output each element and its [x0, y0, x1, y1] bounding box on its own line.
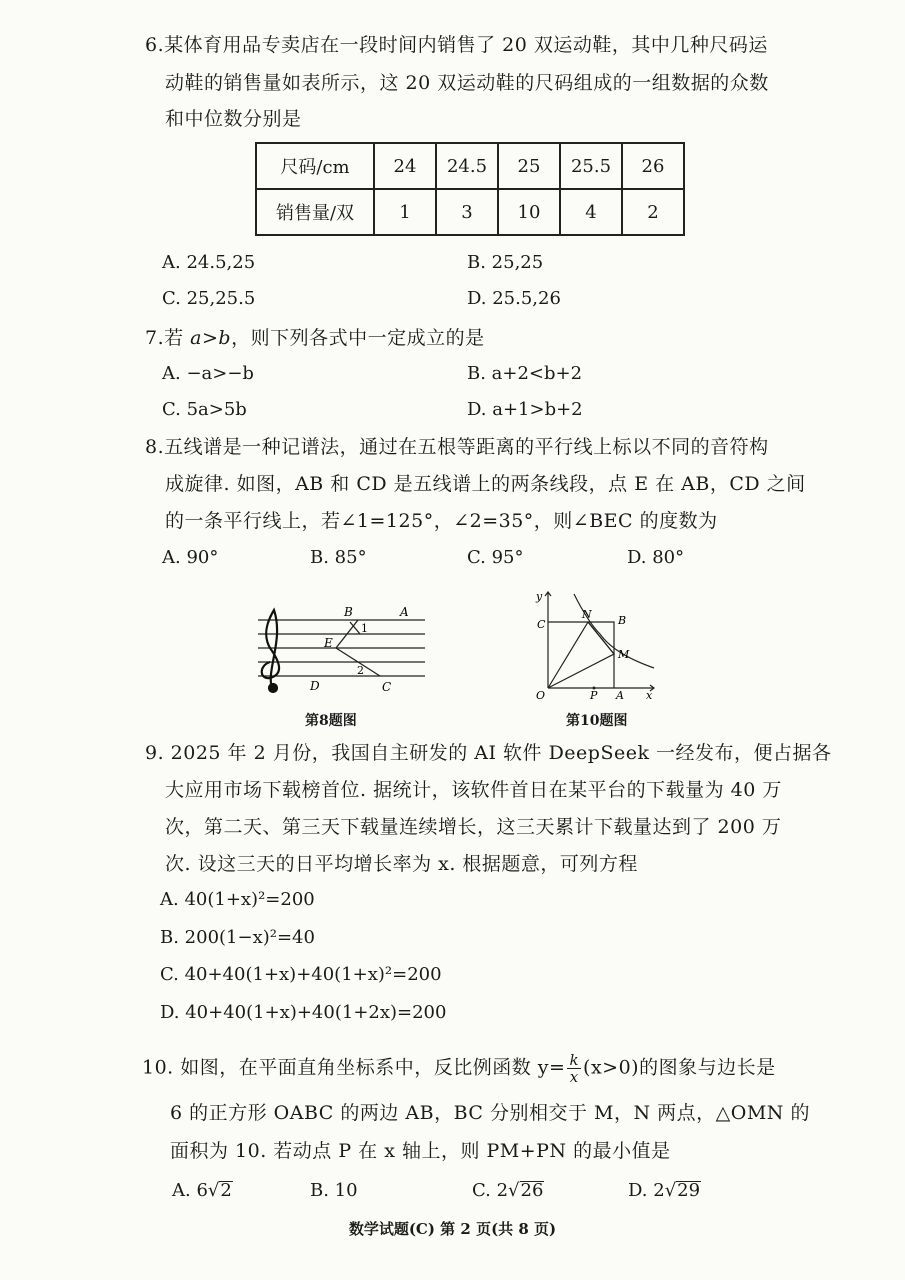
- q7-option-d[interactable]: D. a+1>b+2: [467, 399, 583, 420]
- table-cell: 25: [498, 143, 560, 189]
- q8-option-a[interactable]: A. 90°: [162, 547, 219, 568]
- figure-10-caption: 第10题图: [566, 713, 628, 729]
- q8-stem-line1: 8.五线谱是一种记谱法，通过在五根等距离的平行线上标以不同的音符构: [145, 436, 769, 458]
- q10-stem-prefix: 10. 如图，在平面直角坐标系中，反比例函数 y=: [142, 1056, 566, 1079]
- shoe-size-table: [255, 142, 685, 236]
- q10-stem-line2: 6 的正方形 OABC 的两边 AB，BC 分别相交于 M，N 两点，△OMN 的: [170, 1102, 810, 1124]
- staff-lines: [258, 620, 425, 676]
- figure-8-staff: [240, 600, 430, 700]
- q10-option-a[interactable]: [172, 1178, 233, 1204]
- table-row-size: [256, 143, 684, 189]
- q10-stem-line3: 面积为 10. 若动点 P 在 x 轴上，则 PM+PN 的最小值是: [170, 1140, 671, 1162]
- figure-10-plane: [530, 588, 660, 703]
- table-header-sales: 销售量/双: [256, 189, 374, 235]
- q6-option-c[interactable]: C. 25,25.5: [162, 288, 256, 309]
- q8-stem-line3: 的一条平行线上，若∠1=125°，∠2=35°，则∠BEC 的度数为: [165, 510, 718, 532]
- q10-option-b[interactable]: [310, 1178, 358, 1204]
- q10-option-c-root: 26: [520, 1180, 544, 1201]
- label-e: E: [324, 636, 333, 650]
- q7-stem-expr: a>b: [190, 327, 232, 349]
- q9-stem-line3: 次，第二天、第三天下载量连续增长，这三天累计下载量达到了 200 万: [165, 816, 782, 838]
- label-o: O: [536, 689, 546, 702]
- table-cell: 25.5: [560, 143, 622, 189]
- sqrt-icon: √: [508, 1180, 520, 1201]
- label-a: A: [616, 689, 624, 702]
- q8-stem-line2: 成旋律. 如图，AB 和 CD 是五线谱上的两条线段，点 E 在 AB，CD 之间: [165, 473, 806, 495]
- q7-option-b[interactable]: B. a+2<b+2: [467, 363, 583, 384]
- q7-stem: [145, 325, 485, 351]
- fraction-numerator: k: [569, 1051, 580, 1069]
- q7-option-c[interactable]: C. 5a>5b: [162, 399, 247, 420]
- table-cell: 26: [622, 143, 684, 189]
- q9-option-d[interactable]: D. 40+40(1+x)+40(1+2x)=200: [160, 1002, 447, 1023]
- label-angle1: 1: [361, 622, 368, 635]
- table-cell: 10: [498, 189, 560, 235]
- q10-stem-line1: [142, 1052, 776, 1085]
- q9-stem-line2: 大应用市场下载榜首位. 据统计，该软件首日在某平台的下载量为 40 万: [165, 779, 782, 801]
- q10-option-a-root: 2: [220, 1180, 232, 1201]
- label-c: C: [537, 618, 546, 631]
- treble-clef-icon: [262, 610, 279, 692]
- q10-option-d-label: D. 2: [628, 1180, 665, 1201]
- table-cell: 1: [374, 189, 436, 235]
- table-cell: 24: [374, 143, 436, 189]
- sqrt-icon: √: [207, 1180, 220, 1201]
- label-a: A: [400, 605, 409, 619]
- sqrt-icon: √: [664, 1180, 677, 1201]
- q8-option-d[interactable]: D. 80°: [627, 547, 685, 568]
- label-c: C: [382, 680, 392, 694]
- label-b: B: [618, 614, 627, 627]
- table-cell: 4: [560, 189, 622, 235]
- label-p: P: [590, 689, 598, 702]
- figure-8-caption: 第8题图: [305, 713, 357, 729]
- q8-option-b[interactable]: B. 85°: [310, 547, 367, 568]
- fraction-denominator: x: [569, 1068, 579, 1086]
- q7-stem-prefix: 7.若: [145, 327, 191, 349]
- table-header-size: 尺码/cm: [256, 143, 374, 189]
- table-cell: 3: [436, 189, 498, 235]
- q7-option-a[interactable]: A. −a>−b: [162, 363, 254, 384]
- q9-option-c[interactable]: C. 40+40(1+x)+40(1+x)²=200: [160, 964, 442, 985]
- label-y: y: [536, 590, 543, 603]
- q10-option-c[interactable]: [472, 1178, 544, 1204]
- q9-option-a[interactable]: A. 40(1+x)²=200: [160, 889, 315, 910]
- q6-stem-line3: 和中位数分别是: [165, 108, 302, 130]
- point-p: [593, 687, 596, 690]
- q6-option-a[interactable]: A. 24.5,25: [162, 252, 256, 273]
- segment-nm: [588, 622, 614, 654]
- table-cell: 2: [622, 189, 684, 235]
- label-b: B: [344, 605, 353, 619]
- q10-option-c-label: C. 2: [472, 1180, 509, 1201]
- q10-stem-suffix: (x>0)的图象与边长是: [583, 1056, 776, 1079]
- q7-stem-suffix: ，则下列各式中一定成立的是: [231, 327, 485, 349]
- q10-option-d-root: 29: [677, 1180, 701, 1201]
- q6-stem-line1: 6.某体育用品专卖店在一段时间内销售了 20 双运动鞋，其中几种尺码运: [145, 34, 768, 56]
- q10-option-b-label: B. 10: [310, 1180, 358, 1201]
- q6-option-d[interactable]: D. 25.5,26: [467, 288, 561, 309]
- square-oabc: [548, 622, 614, 688]
- label-d: D: [310, 679, 320, 693]
- label-m: M: [618, 648, 630, 661]
- q9-option-b[interactable]: B. 200(1−x)²=40: [160, 927, 315, 948]
- table-cell: 24.5: [436, 143, 498, 189]
- q6-option-b[interactable]: B. 25,25: [467, 252, 544, 273]
- q8-option-c[interactable]: C. 95°: [467, 547, 524, 568]
- label-n: N: [582, 608, 592, 621]
- label-x: x: [646, 689, 653, 702]
- label-angle2: 2: [357, 664, 364, 677]
- q9-stem-line1: 9. 2025 年 2 月份，我国自主研发的 AI 软件 DeepSeek 一经发布，便占据各: [145, 742, 832, 764]
- page-footer: 数学试题(C) 第 2 页(共 8 页): [348, 1220, 557, 1238]
- q10-option-a-label: A. 6: [172, 1180, 208, 1201]
- q9-stem-line4: 次. 设这三天的日平均增长率为 x. 根据题意，可列方程: [165, 853, 638, 875]
- fraction-k-over-x: [567, 1052, 581, 1085]
- triangle-omn: [548, 622, 614, 688]
- q10-option-d[interactable]: [628, 1178, 701, 1204]
- q6-stem-line2: 动鞋的销售量如表所示，这 20 双运动鞋的尺码组成的一组数据的众数: [165, 72, 769, 94]
- table-row-sales: [256, 189, 684, 235]
